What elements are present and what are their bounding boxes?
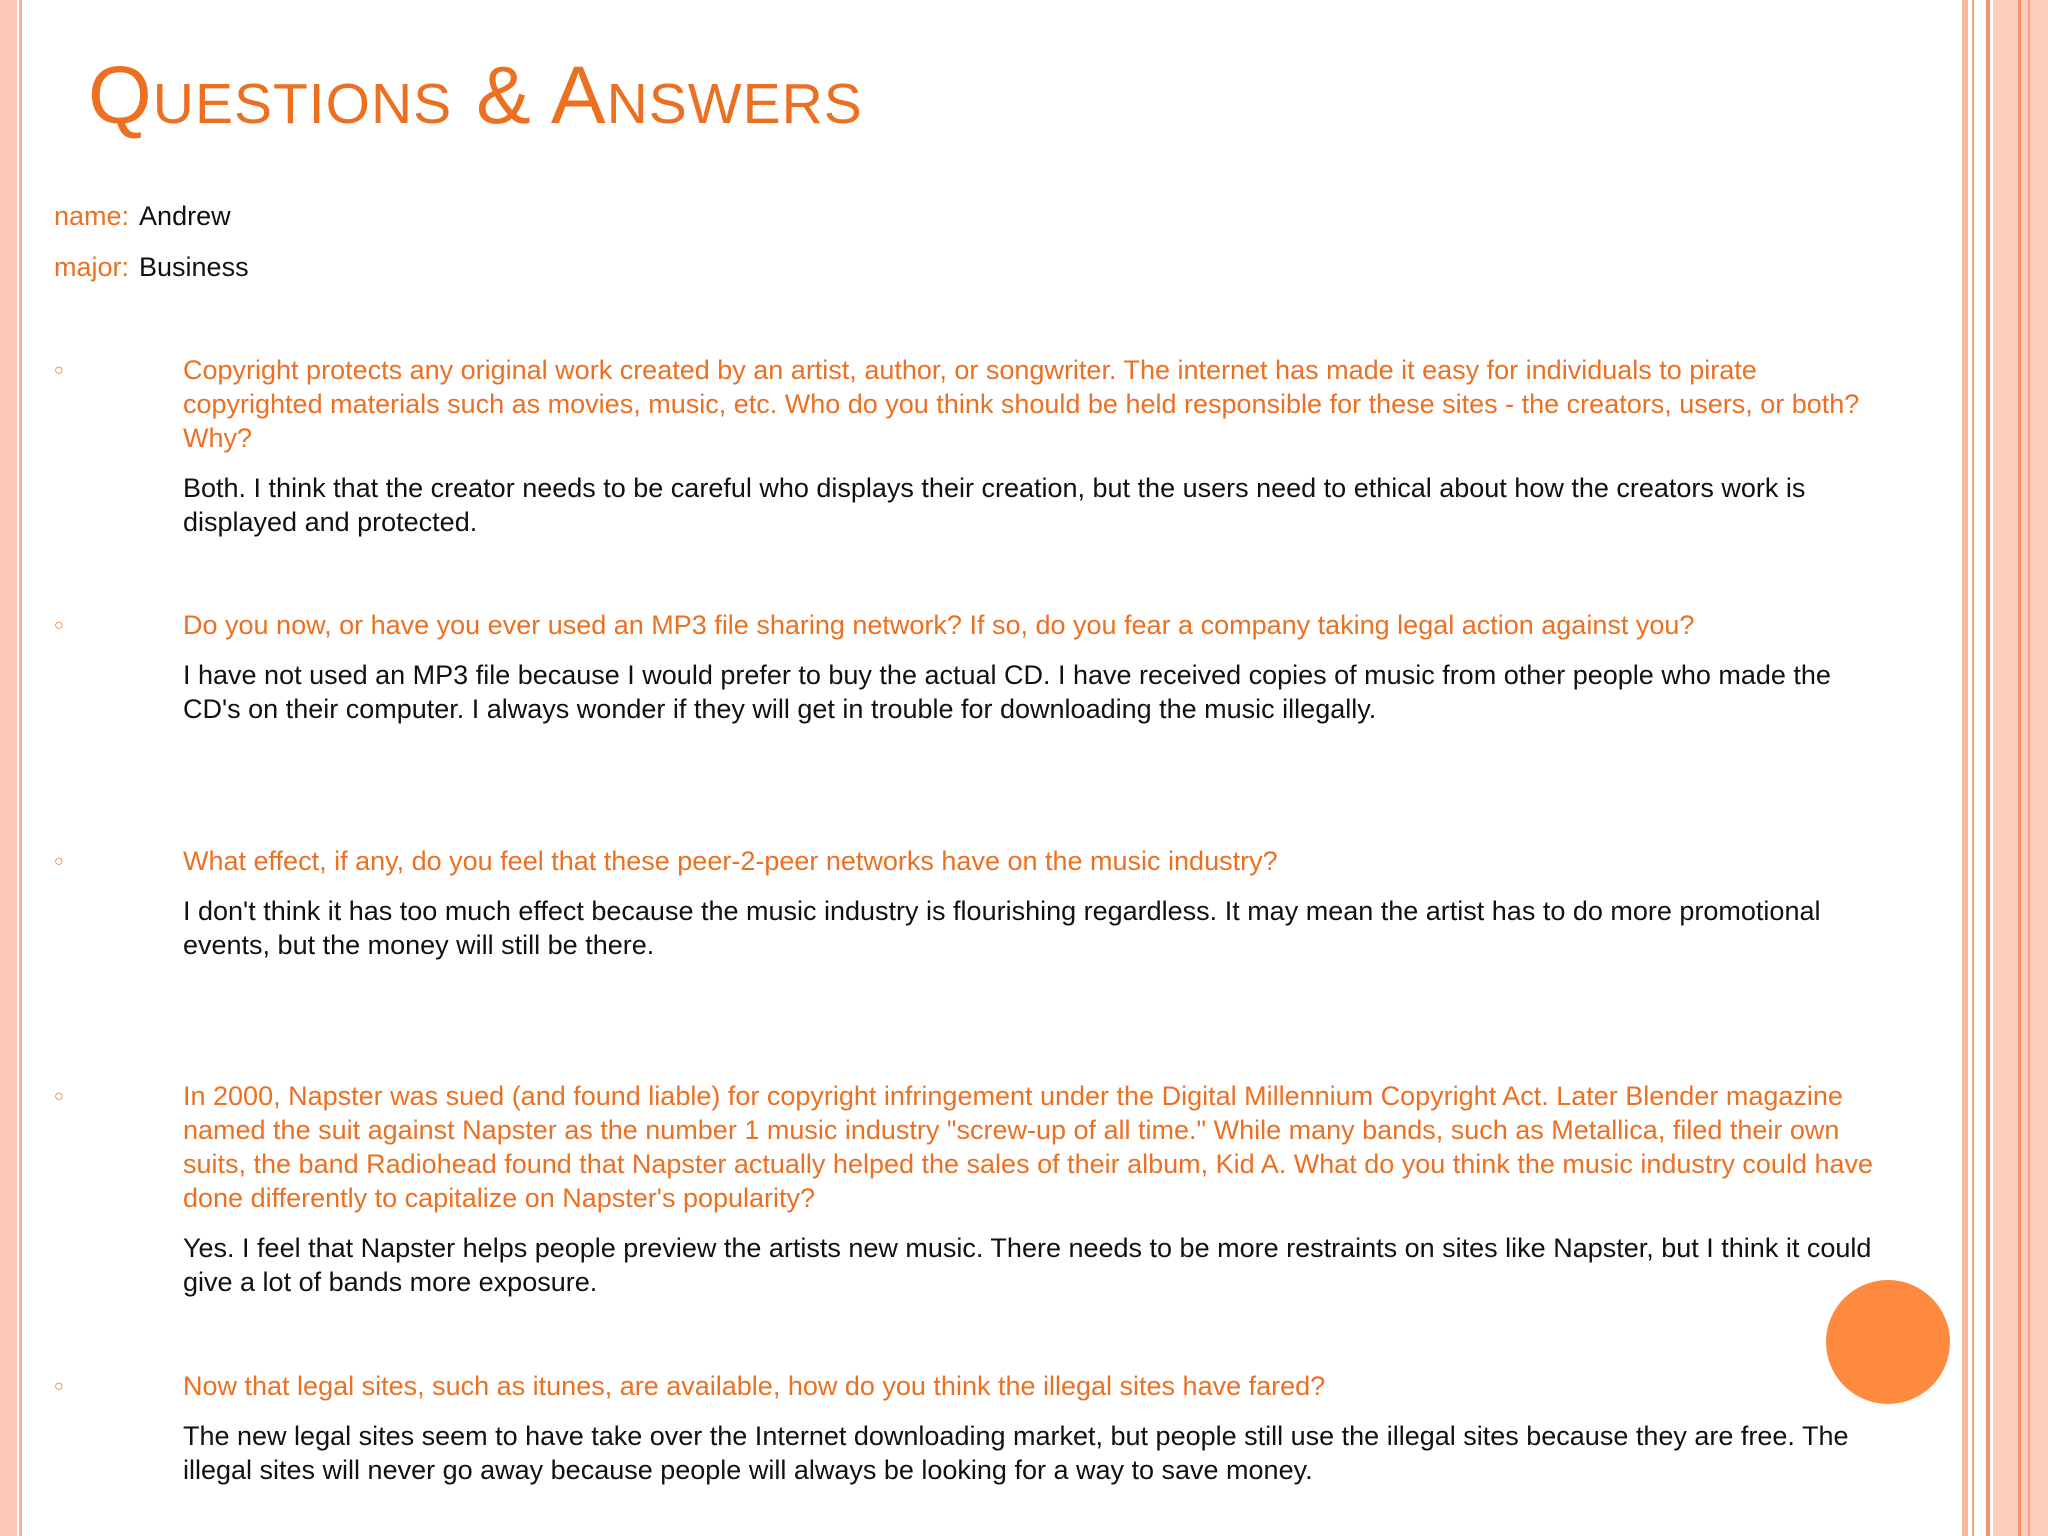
answer-4: Yes. I feel that Napster helps people preview the artists new music. There needs to be more restraints on sites like Napster, but I think it could give a lot of bands more exposure. [183,1233,1872,1297]
name-row [54,199,231,233]
major-row [54,250,249,284]
bullet-circle-icon: ○ [54,1088,64,1105]
bullet-circle-icon: ○ [54,1378,64,1395]
answer-5: The new legal sites seem to have take over the Internet downloading market, but people still use the illegal sites because they are free. The illegal sites will never go away because people will always be looking for a way to save money. [183,1421,1849,1485]
bullet-circle-icon: ○ [54,617,64,634]
major-label: major: [54,252,130,282]
qa-item-1 [54,353,1894,539]
answer-2: I have not used an MP3 file because I would prefer to buy the actual CD. I have received copies of music from other people who made the CD's on their computer. I always wonder if they will get in trouble for downloading the music illegally. [183,660,1831,724]
question-3: What effect, if any, do you feel that these peer-2-peer networks have on the music industry? [183,846,1278,876]
bullet-circle-icon: ○ [54,362,64,379]
right-border-line [2028,0,2030,1536]
right-border-line [2018,0,2021,1536]
left-border-line [19,0,22,1536]
answer-1: Both. I think that the creator needs to be careful who displays their creation, but the users need to ethical about how the creators work is displayed and protected. [183,473,1806,537]
question-2: Do you now, or have you ever used an MP3 file sharing network? If so, do you fear a company taking legal action against you? [183,610,1695,640]
right-border-line [1986,0,1990,1536]
bullet-circle-icon: ○ [54,853,64,870]
qa-item-2 [54,608,1894,726]
question-4: In 2000, Napster was sued (and found liable) for copyright infringement under the Digital Millennium Copyright Act. Later Blender magazine named the suit against Napster as the number 1 music industry "screw-up of all time." While many bands, such as Metallica, filed their own suits, the band Radiohead found that Napster actually helped the sales of their album, Kid A. What do you think the music industry could have done differently to capitalize on Napster's popularity? [183,1081,1874,1213]
qa-item-5 [54,1369,1894,1487]
right-border-line [1962,0,1968,1536]
qa-item-4 [54,1079,1894,1299]
slide-title: Questions & Answers [88,50,863,141]
name-value: Andrew [139,201,231,231]
question-1: Copyright protects any original work created by an artist, author, or songwriter. The internet has made it easy for individuals to pirate copyrighted materials such as movies, music, etc. Who do you think should be held responsible for these sites - the creators, users, or both? Why? [183,355,1860,453]
left-border-band [0,0,17,1536]
right-border-line [1972,0,1974,1536]
major-value: Business [139,252,249,282]
answer-3: I don't think it has too much effect because the music industry is flourishing regardless. It may mean the artist has to do more promotional events, but the money will still be there. [183,896,1821,960]
name-label: name: [54,201,130,231]
question-5: Now that legal sites, such as itunes, are available, how do you think the illegal sites have fared? [183,1371,1326,1401]
qa-item-3 [54,844,1894,962]
